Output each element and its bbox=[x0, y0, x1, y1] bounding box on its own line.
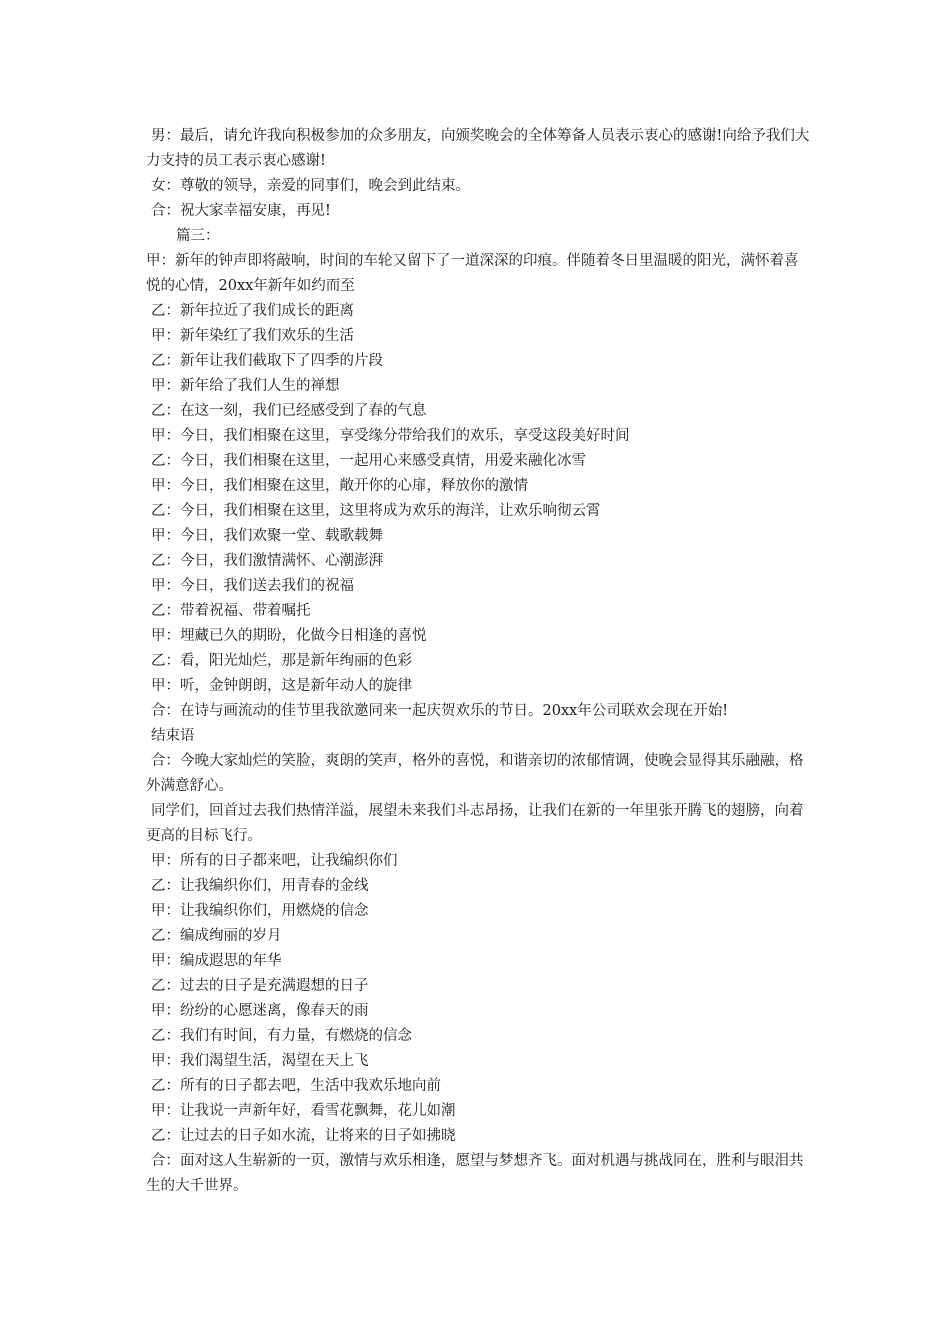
paragraph: 甲：新年染红了我们欢乐的生活 bbox=[151, 328, 354, 344]
paragraph: 乙：编成绚丽的岁月 bbox=[151, 928, 282, 944]
document-body bbox=[146, 124, 810, 1199]
paragraph: 甲：今日，我们送去我们的祝福 bbox=[151, 578, 354, 594]
paragraph: 甲：听，金钟朗朗，这是新年动人的旋律 bbox=[151, 678, 412, 694]
paragraph: 甲：今日，我们相聚在这里，享受缘分带给我们的欢乐，享受这段美好时间 bbox=[151, 428, 630, 444]
paragraph: 甲：埋藏已久的期盼，化做今日相逢的喜悦 bbox=[151, 628, 427, 644]
paragraph: 女：尊敬的领导，亲爱的同事们，晚会到此结束。 bbox=[151, 178, 470, 194]
paragraph: 乙：今日，我们相聚在这里，这里将成为欢乐的海洋，让欢乐响彻云霄 bbox=[151, 503, 601, 519]
paragraph: 乙：让我编织你们，用青春的金线 bbox=[151, 878, 369, 894]
paragraph: 甲：纷纷的心愿迷离，像春天的雨 bbox=[151, 1003, 369, 1019]
paragraph: 合：祝大家幸福安康，再见! bbox=[151, 203, 331, 219]
paragraph: 乙：带着祝福、带着嘱托 bbox=[151, 603, 311, 619]
paragraph: 乙：让过去的日子如水流，让将来的日子如拂晓 bbox=[151, 1128, 456, 1144]
paragraph: 甲：今日，我们欢聚一堂、载歌载舞 bbox=[151, 528, 383, 544]
paragraph: 同学们，回首过去我们热情洋溢，展望未来我们斗志昂扬，让我们在新的一年里张开腾飞的翅膀，向着更高的目标飞行。 bbox=[146, 803, 804, 844]
paragraph: 甲：让我说一声新年好，看雪花飘舞，花儿如潮 bbox=[151, 1103, 456, 1119]
paragraph: 乙：在这一刻，我们已经感受到了春的气息 bbox=[151, 403, 427, 419]
paragraph: 乙：过去的日子是充满遐想的日子 bbox=[151, 978, 369, 994]
paragraph: 篇三： bbox=[176, 228, 220, 244]
paragraph: 合：面对这人生崭新的一页，激情与欢乐相逢，愿望与梦想齐飞。面对机遇与挑战同在，胜利与眼泪共生的大千世界。 bbox=[146, 1153, 804, 1194]
paragraph: 甲：我们渴望生活，渴望在天上飞 bbox=[151, 1053, 369, 1069]
paragraph: 甲：新年给了我们人生的禅想 bbox=[151, 378, 340, 394]
paragraph: 乙：今日，我们相聚在这里，一起用心来感受真情，用爱来融化冰雪 bbox=[151, 453, 586, 469]
paragraph: 甲：今日，我们相聚在这里，敞开你的心扉，释放你的激情 bbox=[151, 478, 528, 494]
paragraph: 男：最后，请允许我向积极参加的众多朋友，向颁奖晚会的全体筹备人员表示衷心的感谢!向给予我们大力支持的员工表示衷心感谢! bbox=[146, 128, 810, 169]
paragraph: 乙：所有的日子都去吧，生活中我欢乐地向前 bbox=[151, 1078, 441, 1094]
paragraph: 乙：今日，我们激情满怀、心潮澎湃 bbox=[151, 553, 383, 569]
paragraph: 乙：新年让我们截取下了四季的片段 bbox=[151, 353, 383, 369]
paragraph: 甲：编成遐思的年华 bbox=[151, 953, 282, 969]
paragraph: 合：在诗与画流动的佳节里我欲邀同来一起庆贺欢乐的节日。20xx年公司联欢会现在开始! bbox=[151, 703, 729, 719]
paragraph: 结束语 bbox=[151, 728, 195, 744]
paragraph: 乙：我们有时间，有力量，有燃烧的信念 bbox=[151, 1028, 412, 1044]
paragraph: 甲：所有的日子都来吧，让我编织你们 bbox=[151, 853, 398, 869]
paragraph: 合：今晚大家灿烂的笑脸，爽朗的笑声，格外的喜悦，和谐亲切的浓郁情调，使晚会显得其乐融融，格外满意舒心。 bbox=[146, 753, 804, 794]
paragraph: 乙：新年拉近了我们成长的距离 bbox=[151, 303, 354, 319]
paragraph: 甲：新年的钟声即将敲响，时间的车轮又留下了一道深深的印痕。伴随着冬日里温暖的阳光，满怀着喜悦的心情，20xx年新年如约而至 bbox=[146, 253, 799, 294]
paragraph: 甲：让我编织你们，用燃烧的信念 bbox=[151, 903, 369, 919]
paragraph: 乙：看，阳光灿烂，那是新年绚丽的色彩 bbox=[151, 653, 412, 669]
